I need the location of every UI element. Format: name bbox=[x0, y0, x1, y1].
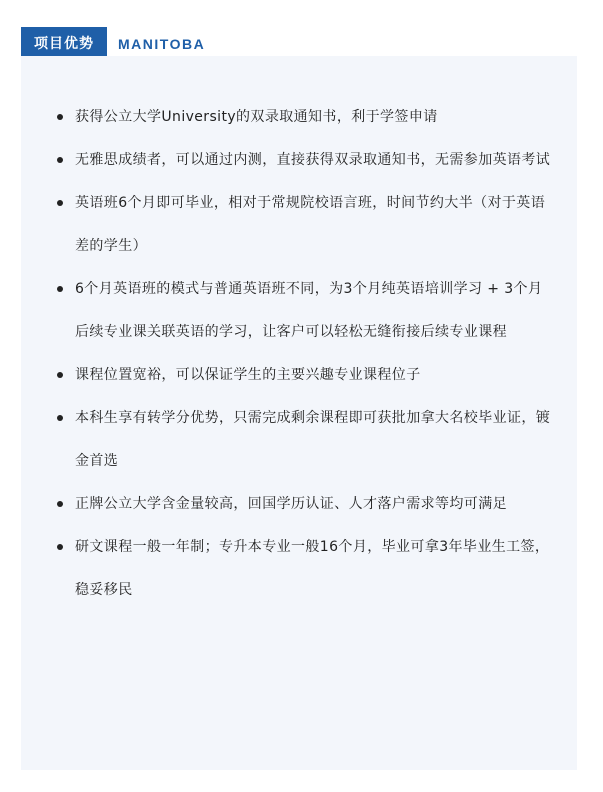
list-item bbox=[55, 483, 555, 526]
section-subtitle: MANITOBA bbox=[118, 36, 206, 52]
bullet-icon bbox=[57, 114, 63, 120]
list-item bbox=[55, 526, 555, 612]
content-panel bbox=[21, 56, 577, 770]
bullet-icon bbox=[57, 372, 63, 378]
list-item-text: 研文课程一般一年制；专升本专业一般16个月，毕业可拿3年毕业生工签，稳妥移民 bbox=[75, 539, 550, 598]
section-title-tag: 项目优势 bbox=[21, 27, 107, 65]
list-item bbox=[55, 139, 555, 182]
list-item-text: 6个月英语班的模式与普通英语班不同，为3个月纯英语培训学习 + 3个月后续专业课关联英语的学习，让客户可以轻松无缝衔接后续专业课程 bbox=[75, 281, 543, 340]
list-item-text: 英语班6个月即可毕业，相对于常规院校语言班，时间节约大半（对于英语差的学生） bbox=[75, 195, 546, 254]
bullet-icon bbox=[57, 501, 63, 507]
bullet-icon bbox=[57, 544, 63, 550]
list-item bbox=[55, 182, 555, 268]
list-item-text: 获得公立大学University的双录取通知书，利于学签申请 bbox=[75, 109, 438, 125]
list-item-text: 正牌公立大学含金量较高，回国学历认证、人才落户需求等均可满足 bbox=[75, 496, 507, 512]
bullet-icon bbox=[57, 286, 63, 292]
list-item bbox=[55, 268, 555, 354]
list-item bbox=[55, 354, 555, 397]
list-item-text: 课程位置宽裕，可以保证学生的主要兴趣专业课程位子 bbox=[75, 367, 421, 383]
bullet-icon bbox=[57, 200, 63, 206]
list-item-text: 本科生享有转学分优势，只需完成剩余课程即可获批加拿大名校毕业证，镀金首选 bbox=[75, 410, 551, 469]
list-item-text: 无雅思成绩者，可以通过内测，直接获得双录取通知书，无需参加英语考试 bbox=[75, 152, 551, 168]
list-item bbox=[55, 96, 555, 139]
list-item bbox=[55, 397, 555, 483]
advantages-list bbox=[55, 96, 555, 612]
bullet-icon bbox=[57, 157, 63, 163]
bullet-icon bbox=[57, 415, 63, 421]
